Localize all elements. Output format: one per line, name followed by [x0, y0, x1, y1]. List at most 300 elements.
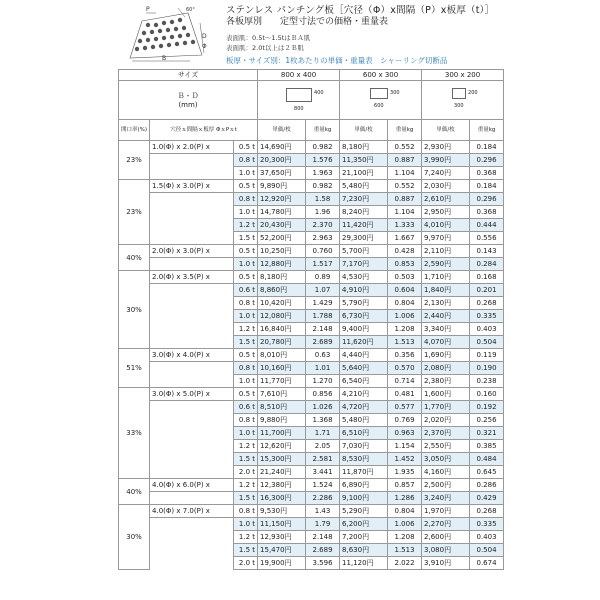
dimension-height: 400: [314, 90, 324, 96]
thickness: 1.0 t: [234, 375, 258, 388]
weight-kg: 2.689: [306, 336, 340, 349]
unit-price: 2,950円: [422, 206, 470, 219]
table-description: 板厚・サイズ別：1枚あたりの単価・重量表 シャーリング切断品: [226, 56, 448, 65]
thickness: 1.2 t: [234, 440, 258, 453]
table-row: [119, 375, 504, 388]
unit-price: 12,620円: [258, 440, 306, 453]
weight-kg: 1.513: [388, 336, 422, 349]
unit-price: 1,840円: [422, 284, 470, 297]
unit-price: 8,530円: [340, 453, 388, 466]
weight-kg: 1.667: [388, 232, 422, 245]
unit-price: 5,480円: [340, 414, 388, 427]
weight-kg: 0.63: [306, 349, 340, 362]
unit-price: 5,700円: [340, 245, 388, 258]
thickness: 0.8 t: [234, 505, 258, 518]
weight-kg: 1.006: [388, 310, 422, 323]
weight-kg: 2.148: [306, 323, 340, 336]
weight-kg: 0.577: [388, 401, 422, 414]
dimension-width: 600: [374, 103, 384, 109]
weight-kg: 1.79: [306, 518, 340, 531]
dimension-cell: [422, 81, 504, 120]
unit-price: 12,380円: [258, 479, 306, 492]
hole-spec-blank: [150, 154, 234, 167]
weight-kg: 0.760: [306, 245, 340, 258]
unit-price: 2,130円: [422, 297, 470, 310]
surface-note-2: 表面肌：2.0t以上は２Ｂ肌: [226, 44, 304, 52]
unit-price: 11,770円: [258, 375, 306, 388]
weight-kg: 1.368: [306, 414, 340, 427]
table-row: [119, 297, 504, 310]
unit-price: 8,180円: [258, 271, 306, 284]
hole-spec-blank: [150, 375, 234, 388]
weight-kg: 0.428: [388, 245, 422, 258]
dimension-box: [370, 88, 388, 99]
unit-price: 6,510円: [340, 427, 388, 440]
weight-kg: 1.43: [306, 505, 340, 518]
unit-price: 21,100円: [340, 167, 388, 180]
d-label: D: [202, 33, 207, 40]
weight-kg: 0.368: [470, 206, 504, 219]
unit-price: 11,350円: [340, 154, 388, 167]
hole-spec-blank: [150, 401, 234, 414]
dimension-width: 300: [454, 103, 464, 109]
weight-kg: 2.689: [306, 544, 340, 557]
column-header-row: [119, 120, 504, 141]
table-row: [119, 154, 504, 167]
unit-price: 19,900円: [258, 557, 306, 570]
weight-kg: 1.788: [306, 310, 340, 323]
unit-price: 9,100円: [340, 492, 388, 505]
weight-kg: 0.714: [388, 375, 422, 388]
thickness: 0.8 t: [234, 193, 258, 206]
dimension-row: [119, 81, 504, 120]
weight-kg: 1.517: [306, 258, 340, 271]
unit-price: 12,920円: [258, 193, 306, 206]
unit-price: 7,030円: [340, 440, 388, 453]
weight-kg: 3.441: [306, 466, 340, 479]
unit-price: 9,970円: [422, 232, 470, 245]
unit-price: 8,510円: [258, 401, 306, 414]
table-row: [119, 349, 504, 362]
unit-price: 1,600円: [422, 388, 470, 401]
thickness: 0.5 t: [234, 245, 258, 258]
weight-kg: 0.201: [470, 284, 504, 297]
open-ratio-header: 開口率(%): [119, 120, 150, 141]
angle-label: 60°: [186, 7, 195, 13]
unit-price: 9,880円: [258, 414, 306, 427]
weight-kg: 1.333: [388, 219, 422, 232]
unit-price: 2,380円: [422, 375, 470, 388]
table-row: [119, 336, 504, 349]
unit-price: 8,630円: [340, 544, 388, 557]
thickness: 0.8 t: [234, 414, 258, 427]
unit-price: 11,870円: [340, 466, 388, 479]
table-row: [119, 245, 504, 258]
unit-price: 20,780円: [258, 336, 306, 349]
weight-kg: 0.556: [470, 232, 504, 245]
thickness: 0.5 t: [234, 349, 258, 362]
thickness: 0.5 t: [234, 141, 258, 154]
unit-price: 15,470円: [258, 544, 306, 557]
weight-kg: 0.284: [470, 258, 504, 271]
weight-kg: 0.963: [388, 427, 422, 440]
weight-kg: 0.504: [470, 544, 504, 557]
hole-spec-blank: [150, 531, 234, 544]
weight-kg: 2.05: [306, 440, 340, 453]
table-row: [119, 505, 504, 518]
open-ratio: 51%: [119, 349, 150, 388]
table-row: [119, 284, 504, 297]
weight-kg: 2.370: [306, 219, 340, 232]
unit-price: 1,710円: [422, 271, 470, 284]
weight-kg: 2.022: [388, 557, 422, 570]
surface-note-1: 表面肌：0.5t～1.5tはＢＡ肌: [226, 34, 311, 42]
weight-kg: 0.857: [388, 479, 422, 492]
weight-kg: 1.104: [388, 206, 422, 219]
unit-price: 5,640円: [340, 362, 388, 375]
weight-kg: 0.321: [470, 427, 504, 440]
hole-spec: 4.0(Φ) x 6.0(P) x: [150, 479, 234, 492]
weight-kg: 0.552: [388, 180, 422, 193]
thickness: 1.2 t: [234, 531, 258, 544]
weight-kg: 1.576: [306, 154, 340, 167]
bd-label-cell: [119, 81, 258, 120]
spec-header: 穴径ｘ間隔ｘ板厚 ΦｘPｘt: [150, 120, 258, 141]
thickness: 0.5 t: [234, 271, 258, 284]
open-ratio: 40%: [119, 245, 150, 271]
unit-price: 7,240円: [422, 167, 470, 180]
weight-kg: 0.335: [470, 310, 504, 323]
table-row: [119, 518, 504, 531]
thickness: 0.6 t: [234, 284, 258, 297]
thickness: 1.2 t: [234, 323, 258, 336]
weight-kg: 0.192: [470, 401, 504, 414]
page-subtitle: 各板厚別 定型寸法での価格・重量表: [226, 17, 389, 27]
unit-price: 4,530円: [340, 271, 388, 284]
weight-kg: 1.429: [306, 297, 340, 310]
table-row: [119, 414, 504, 427]
unit-price: 11,420円: [340, 219, 388, 232]
unit-price: 3,340円: [422, 323, 470, 336]
thickness: 1.0 t: [234, 427, 258, 440]
price-header: 単価/枚: [340, 120, 388, 141]
unit-price: 12,080円: [258, 310, 306, 323]
unit-price: 10,250円: [258, 245, 306, 258]
unit-price: 4,910円: [340, 284, 388, 297]
thickness: 1.5 t: [234, 232, 258, 245]
open-ratio: 23%: [119, 141, 150, 180]
table-row: [119, 440, 504, 453]
hole-spec-blank: [150, 492, 234, 505]
weight-kg: 0.887: [388, 154, 422, 167]
hole-spec-blank: [150, 453, 234, 466]
weight-kg: 3.596: [306, 557, 340, 570]
hole-spec-blank: [150, 518, 234, 531]
weight-kg: 0.484: [470, 453, 504, 466]
weight-kg: 1.524: [306, 479, 340, 492]
weight-kg: 1.286: [388, 492, 422, 505]
weight-kg: 0.481: [388, 388, 422, 401]
weight-kg: 1.935: [388, 466, 422, 479]
weight-kg: 1.104: [388, 167, 422, 180]
hole-spec-blank: [150, 232, 234, 245]
punching-diagram: [120, 3, 210, 63]
thickness: 1.2 t: [234, 479, 258, 492]
unit-price: 10,420円: [258, 297, 306, 310]
open-ratio: 30%: [119, 271, 150, 349]
unit-price: 4,010円: [422, 219, 470, 232]
table-row: [119, 453, 504, 466]
weight-kg: 0.804: [388, 505, 422, 518]
bd-unit: (mm): [178, 101, 198, 109]
size-label: サイズ: [119, 70, 258, 81]
weight-kg: 1.71: [306, 427, 340, 440]
weight-kg: 0.368: [470, 167, 504, 180]
weight-kg: 1.01: [306, 362, 340, 375]
weight-kg: 0.856: [306, 388, 340, 401]
table-row: [119, 206, 504, 219]
table-row: [119, 141, 504, 154]
phi-label: Φ: [202, 43, 207, 50]
hole-spec-blank: [150, 557, 234, 570]
table-row: [119, 180, 504, 193]
unit-price: 14,780円: [258, 206, 306, 219]
unit-price: 2,270円: [422, 518, 470, 531]
weight-kg: 0.674: [470, 557, 504, 570]
unit-price: 5,480円: [340, 180, 388, 193]
weight-kg: 0.385: [470, 440, 504, 453]
table-row: [119, 323, 504, 336]
hole-spec-blank: [150, 544, 234, 557]
unit-price: 2,030円: [422, 180, 470, 193]
hole-spec: 2.0(Φ) x 3.5(P) x: [150, 271, 234, 284]
unit-price: 5,790円: [340, 297, 388, 310]
weight-kg: 0.238: [470, 375, 504, 388]
table-row: [119, 232, 504, 245]
weight-kg: 1.513: [388, 544, 422, 557]
unit-price: 20,430円: [258, 219, 306, 232]
unit-price: 1,690円: [422, 349, 470, 362]
unit-price: 14,690円: [258, 141, 306, 154]
table-row: [119, 479, 504, 492]
thickness: 1.5 t: [234, 453, 258, 466]
weight-kg: 0.429: [470, 492, 504, 505]
weight-kg: 0.286: [470, 479, 504, 492]
unit-price: 12,930円: [258, 531, 306, 544]
weight-kg: 2.148: [306, 531, 340, 544]
hole-spec-blank: [150, 206, 234, 219]
unit-price: 8,860円: [258, 284, 306, 297]
hole-spec-blank: [150, 427, 234, 440]
weight-kg: 1.026: [306, 401, 340, 414]
hole-spec-blank: [150, 336, 234, 349]
thickness: 0.5 t: [234, 388, 258, 401]
table-row: [119, 557, 504, 570]
weight-kg: 0.570: [388, 362, 422, 375]
weight-kg: 0.444: [470, 219, 504, 232]
weight-header: 重量kg: [306, 120, 340, 141]
thickness: 1.0 t: [234, 518, 258, 531]
unit-price: 20,300円: [258, 154, 306, 167]
weight-kg: 0.982: [306, 141, 340, 154]
unit-price: 3,240円: [422, 492, 470, 505]
unit-price: 3,910円: [422, 557, 470, 570]
table-row: [119, 258, 504, 271]
unit-price: 2,500円: [422, 479, 470, 492]
unit-price: 7,200円: [340, 531, 388, 544]
weight-kg: 0.769: [388, 414, 422, 427]
unit-price: 6,540円: [340, 375, 388, 388]
b-label: B: [162, 55, 167, 62]
unit-price: 2,110円: [422, 245, 470, 258]
dimension-height: 200: [468, 90, 478, 96]
table-row: [119, 466, 504, 479]
unit-price: 4,440円: [340, 349, 388, 362]
weight-kg: 1.58: [306, 193, 340, 206]
unit-price: 8,180円: [340, 141, 388, 154]
weight-kg: 1.963: [306, 167, 340, 180]
thickness: 2.0 t: [234, 557, 258, 570]
weight-kg: 0.184: [470, 180, 504, 193]
unit-price: 3,080円: [422, 544, 470, 557]
weight-kg: 0.168: [470, 271, 504, 284]
bd-label: Ｂ・Ｄ: [177, 92, 199, 100]
thickness: 0.5 t: [234, 180, 258, 193]
size-title: 300 x 200: [422, 70, 504, 81]
unit-price: 16,300円: [258, 492, 306, 505]
unit-price: 2,020円: [422, 414, 470, 427]
weight-kg: 0.552: [388, 141, 422, 154]
size-header-row: [119, 70, 504, 81]
unit-price: 6,730円: [340, 310, 388, 323]
thickness: 2.0 t: [234, 466, 258, 479]
table-row: [119, 193, 504, 206]
weight-kg: 0.356: [388, 349, 422, 362]
unit-price: 15,300円: [258, 453, 306, 466]
hole-spec-blank: [150, 362, 234, 375]
thickness: 0.6 t: [234, 401, 258, 414]
hole-spec-blank: [150, 310, 234, 323]
open-ratio: 30%: [119, 505, 150, 570]
unit-price: 11,120円: [340, 557, 388, 570]
weight-kg: 0.853: [388, 258, 422, 271]
table-row: [119, 362, 504, 375]
unit-price: 11,620円: [340, 336, 388, 349]
thickness: 1.0 t: [234, 258, 258, 271]
thickness: 0.8 t: [234, 297, 258, 310]
unit-price: 16,840円: [258, 323, 306, 336]
table-row: [119, 427, 504, 440]
table-row: [119, 167, 504, 180]
unit-price: 2,930円: [422, 141, 470, 154]
weight-kg: 0.190: [470, 362, 504, 375]
weight-kg: 1.07: [306, 284, 340, 297]
dimension-cell: [340, 81, 422, 120]
page-header: [0, 0, 600, 70]
weight-kg: 2.581: [306, 453, 340, 466]
dimension-height: 300: [390, 90, 400, 96]
dimension-box: [286, 88, 312, 102]
weight-kg: 0.296: [470, 193, 504, 206]
unit-price: 9,530円: [258, 505, 306, 518]
weight-kg: 0.119: [470, 349, 504, 362]
weight-kg: 0.804: [388, 297, 422, 310]
hole-spec-blank: [150, 219, 234, 232]
unit-price: 1,970円: [422, 505, 470, 518]
table-row: [119, 219, 504, 232]
hole-spec: 2.0(Φ) x 3.0(P) x: [150, 245, 234, 258]
weight-kg: 0.143: [470, 245, 504, 258]
table-row: [119, 531, 504, 544]
hole-spec: 1.5(Φ) x 3.0(P) x: [150, 180, 234, 193]
weight-kg: 1.208: [388, 531, 422, 544]
weight-kg: 0.268: [470, 505, 504, 518]
hole-spec-blank: [150, 297, 234, 310]
dimension-box: [452, 88, 466, 99]
unit-price: 8,240円: [340, 206, 388, 219]
unit-price: 4,210円: [340, 388, 388, 401]
hole-spec-blank: [150, 440, 234, 453]
open-ratio: 33%: [119, 388, 150, 479]
thickness: 1.5 t: [234, 336, 258, 349]
unit-price: 6,890円: [340, 479, 388, 492]
unit-price: 2,590円: [422, 258, 470, 271]
weight-kg: 0.645: [470, 466, 504, 479]
unit-price: 6,200円: [340, 518, 388, 531]
unit-price: 3,050円: [422, 453, 470, 466]
unit-price: 52,200円: [258, 232, 306, 245]
weight-kg: 2.963: [306, 232, 340, 245]
unit-price: 9,400円: [340, 323, 388, 336]
unit-price: 7,170円: [340, 258, 388, 271]
hole-spec: 3.0(Φ) x 4.0(P) x: [150, 349, 234, 362]
unit-price: 2,610円: [422, 193, 470, 206]
weight-kg: 2.286: [306, 492, 340, 505]
unit-price: 1,770円: [422, 401, 470, 414]
pitch-label: P: [146, 6, 150, 13]
table-row: [119, 401, 504, 414]
weight-kg: 0.982: [306, 180, 340, 193]
weight-kg: 0.296: [470, 154, 504, 167]
weight-kg: 0.89: [306, 271, 340, 284]
weight-kg: 1.006: [388, 518, 422, 531]
unit-price: 2,600円: [422, 531, 470, 544]
weight-kg: 1.208: [388, 323, 422, 336]
price-header: 単価/枚: [258, 120, 306, 141]
weight-kg: 1.96: [306, 206, 340, 219]
thickness: 1.0 t: [234, 167, 258, 180]
weight-kg: 0.403: [470, 323, 504, 336]
weight-kg: 0.604: [388, 284, 422, 297]
table-row: [119, 388, 504, 401]
weight-kg: 0.160: [470, 388, 504, 401]
unit-price: 12,880円: [258, 258, 306, 271]
thickness: 1.0 t: [234, 206, 258, 219]
hole-spec-blank: [150, 167, 234, 180]
open-ratio: 23%: [119, 180, 150, 245]
unit-price: 2,550円: [422, 440, 470, 453]
hole-spec: 3.0(Φ) x 5.0(P) x: [150, 388, 234, 401]
table-row: [119, 492, 504, 505]
hole-spec-blank: [150, 414, 234, 427]
unit-price: 37,650円: [258, 167, 306, 180]
unit-price: 5,290円: [340, 505, 388, 518]
unit-price: 29,300円: [340, 232, 388, 245]
weight-kg: 0.503: [388, 271, 422, 284]
hole-spec-blank: [150, 193, 234, 206]
weight-header: 重量kg: [470, 120, 504, 141]
size-title: 800 x 400: [258, 70, 340, 81]
